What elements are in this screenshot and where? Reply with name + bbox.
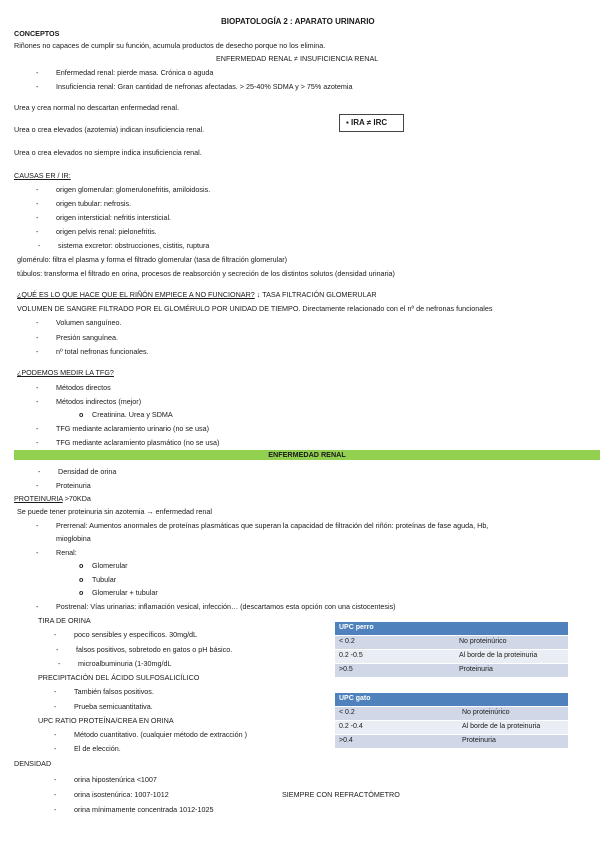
table-cell: < 0.2 — [335, 636, 455, 650]
glomerulo-line: glomérulo: filtra el plasma y forma el filtrado glomerular (tasa de filtración glomerular) — [17, 255, 288, 264]
upc-ratio-heading: UPC RATIO PROTEÍNA/CREA EN ORINA — [38, 716, 174, 725]
list-item: - origen intersticial: nefritis intersticial. — [56, 214, 171, 223]
list-item: - orina isostenúrica: 1007-1012 — [74, 791, 169, 800]
list-item: - poco sensibles y específicos. 30mg/dL — [74, 631, 197, 640]
list-item: - Postrenal: Vías urinarias: inflamación vesical, infección… (descartamos esta opción con una cistocentesis) — [56, 603, 396, 612]
table-row — [335, 735, 568, 749]
table-cell: < 0.2 — [335, 707, 458, 721]
table-cell: >0.4 — [335, 735, 458, 749]
urea-line-2: Urea o crea elevados (azotemia) indican insuficiencia renal. — [14, 125, 205, 134]
list-item: - Proteinuria — [56, 482, 91, 491]
list-item: - Método cuantitativo. (cualquier método de extracción ) — [74, 731, 247, 740]
list-item: - También falsos positivos. — [74, 688, 154, 697]
table-cell: Proteinuria — [458, 735, 568, 749]
upc-perro-table — [335, 622, 568, 677]
urea-line-1: Urea y crea normal no descartan enfermedad renal. — [14, 103, 180, 112]
tira-heading: TIRA DE ORINA — [38, 616, 91, 625]
tubulos-line: túbulos: transforma el filtrado en orina, procesos de reabsorción y secreción de los distintos solutos (densidad urinaria) — [17, 269, 395, 278]
conceptos-intro: Riñones no capaces de cumplir su función, acumula productos de desecho porque no los elimina. — [14, 41, 326, 50]
upc-gato-table — [335, 693, 568, 748]
sub-list-item: o Glomerular + tubular — [92, 589, 158, 598]
densidad-heading: DENSIDAD — [14, 759, 52, 768]
list-item: - orina mínimamente concentrada 1012-1025 — [74, 806, 213, 815]
list-item: - TFG mediante aclaramiento plasmático (no se usa) — [56, 439, 219, 448]
table-cell: No proteinúrico — [458, 707, 568, 721]
table-cell: >0.5 — [335, 664, 455, 678]
sub-list-item: o Tubular — [92, 576, 116, 585]
list-item: - nº total nefronas funcionales. — [56, 348, 149, 357]
enfermedad-renal-bar — [14, 450, 600, 460]
refractometro-note: SIEMPRE CON REFRACTÓMETRO — [282, 790, 400, 799]
upc-gato-header: UPC gato — [335, 693, 568, 707]
table-row — [335, 650, 568, 664]
table-cell: 0.2 -0.4 — [335, 721, 458, 735]
list-item: - Insuficiencia renal: Gran cantidad de nefronas afectadas. > 25-40% SDMA y > 75% azotemia — [56, 83, 352, 92]
que-es-question: ¿QUÉ ES LO QUE HACE QUE EL RIÑÓN EMPIECE A NO FUNCIONAR? — [17, 290, 255, 299]
precipitacion-heading: PRECIPITACIÓN DEL ÁCIDO SULFOSALICÍLICO — [38, 673, 200, 682]
proteinuria-line: Se puede tener proteinuria sin azotemia → enfermedad renal — [17, 507, 212, 516]
medir-heading: ¿PODEMOS MEDIR LA TFG? — [17, 368, 114, 377]
ira-irc-box — [339, 114, 404, 132]
prerrenal-continuation: mioglobina — [56, 534, 91, 543]
table-cell: No proteinúrico — [455, 636, 568, 650]
list-item: - microalbuminuria (1-30mg/dL — [78, 660, 171, 669]
list-item: - Densidad de orina — [58, 468, 116, 477]
list-item: - Renal: — [56, 549, 77, 558]
list-item: - Presión sanguínea. — [56, 334, 118, 343]
list-item: - TFG mediante aclaramiento urinario (no se usa) — [56, 425, 209, 434]
sub-list-item: o Glomerular — [92, 562, 128, 571]
list-item: - origen tubular: nefrosis. — [56, 200, 131, 209]
list-item: - Métodos directos — [56, 384, 111, 393]
que-es-heading — [17, 291, 377, 300]
list-item: - El de elección. — [74, 745, 121, 754]
conceptos-formula: ENFERMEDAD RENAL ≠ INSUFICIENCIA RENAL — [216, 54, 379, 63]
list-item: - origen glomerular: glomerulonefritis, amiloidosis. — [56, 186, 210, 195]
urea-line-3: Urea o crea elevados no siempre indica insuficiencia renal. — [14, 148, 202, 157]
enfermedad-renal-label: ENFERMEDAD RENAL — [268, 450, 346, 459]
table-row — [335, 721, 568, 735]
list-item: - Métodos indirectos (mejor) — [56, 398, 141, 407]
list-item: - sistema excretor: obstrucciones, cistitis, ruptura — [58, 242, 209, 251]
list-item: - origen pelvis renal: pielonefritis. — [56, 228, 157, 237]
list-item: - Prueba semicuantitativa. — [74, 703, 153, 712]
list-item: - Prerrenal: Aumentos anormales de proteínas plasmáticas que superan la capacidad de filtración del riñón: proteínas de fase aguda, Hb, — [56, 522, 488, 531]
proteinuria-heading — [14, 495, 91, 504]
que-es-answer: ↓ TASA FILTRACIÓN GLOMERULAR — [254, 290, 377, 299]
table-cell: 0.2 -0.5 — [335, 650, 455, 664]
list-item: - Volumen sanguíneo. — [56, 319, 122, 328]
upc-perro-header: UPC perro — [335, 622, 568, 636]
proteinuria-title: PROTEINURIA — [14, 494, 63, 503]
volumen-line: VOLUMEN DE SANGRE FILTRADO POR EL GLOMÉRULO POR UNIDAD DE TIEMPO. Directamente relacionado con el nº de nefronas funcionales — [17, 304, 493, 313]
causas-heading: CAUSAS ER / IR: — [14, 171, 71, 180]
table-row — [335, 636, 568, 650]
ira-irc-label: ▪ IRA ≠ IRC — [346, 118, 388, 127]
page-title: BIOPATOLOGÍA 2 : APARATO URINARIO — [221, 17, 375, 26]
list-item: - orina hipostenúrica <1007 — [74, 776, 157, 785]
list-item: - falsos positivos, sobretodo en gatos o pH básico. — [76, 646, 232, 655]
list-item: - Enfermedad renal: pierde masa. Crónica o aguda — [56, 69, 213, 78]
sub-list-item: o Creatinina. Urea y SDMA — [92, 411, 173, 420]
table-row — [335, 664, 568, 678]
conceptos-heading: CONCEPTOS — [14, 29, 60, 38]
table-row — [335, 707, 568, 721]
table-cell: Al borde de la proteinuria — [455, 650, 568, 664]
proteinuria-kda: >70KDa — [62, 494, 91, 503]
table-cell: Al borde de la proteinuria — [458, 721, 568, 735]
table-cell: Proteinuria — [455, 664, 568, 678]
